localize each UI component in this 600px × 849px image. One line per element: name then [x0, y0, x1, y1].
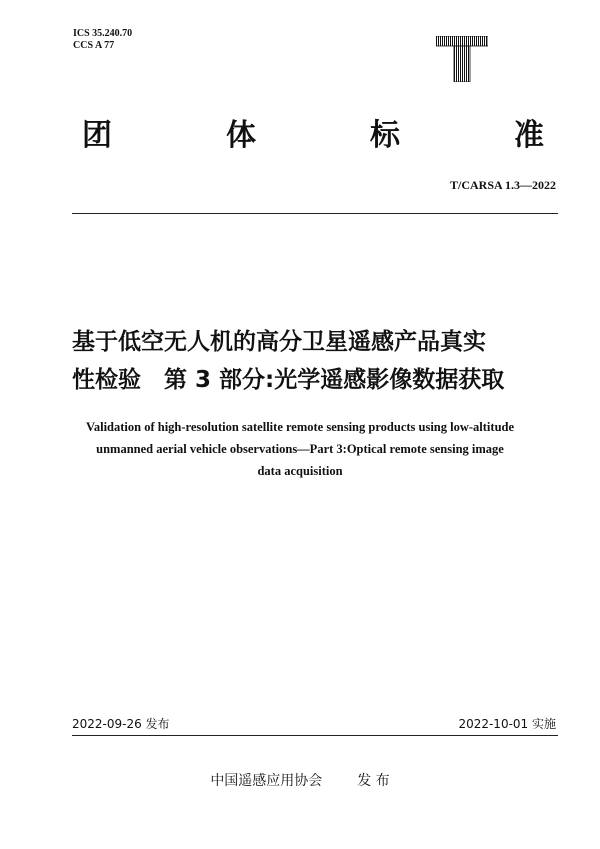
title-cn-line-1: 基于低空无人机的高分卫星遥感产品真实	[72, 329, 486, 355]
ccs-code: CCS A 77	[73, 40, 115, 51]
standard-type-char-2: 体	[226, 118, 256, 153]
standard-type-char-1: 团	[82, 118, 112, 153]
footer-divider	[72, 735, 558, 736]
standard-code: T/CARSA 1.3—2022	[449, 178, 556, 192]
title-cn-line-2: 性检验 第 3 部分:光学遥感影像数据获取	[72, 367, 505, 393]
issuer-org: 中国遥感应用协会	[210, 773, 323, 789]
ics-code: ICS 35.240.70	[73, 28, 133, 39]
implement-date: 2022-10-01 实施	[458, 717, 556, 731]
title-en	[60, 416, 540, 482]
title-en-line-1: Validation of high-resolution satellite remote sensing products using low-altitude	[85, 420, 515, 434]
title-en-line-3: data acquisition	[257, 464, 343, 478]
issuer	[0, 770, 600, 790]
group-standard-t-logo	[436, 36, 488, 82]
classification-block	[73, 28, 132, 52]
standard-type-char-4: 准	[514, 118, 544, 153]
title-en-line-2: unmanned aerial vehicle observations—Part 3:Optical remote sensing image	[96, 442, 504, 456]
standard-type-char-3: 标	[370, 118, 400, 153]
publish-date: 2022-09-26 发布	[72, 717, 170, 731]
header-divider	[72, 213, 558, 214]
issuer-action: 发 布	[357, 773, 390, 789]
